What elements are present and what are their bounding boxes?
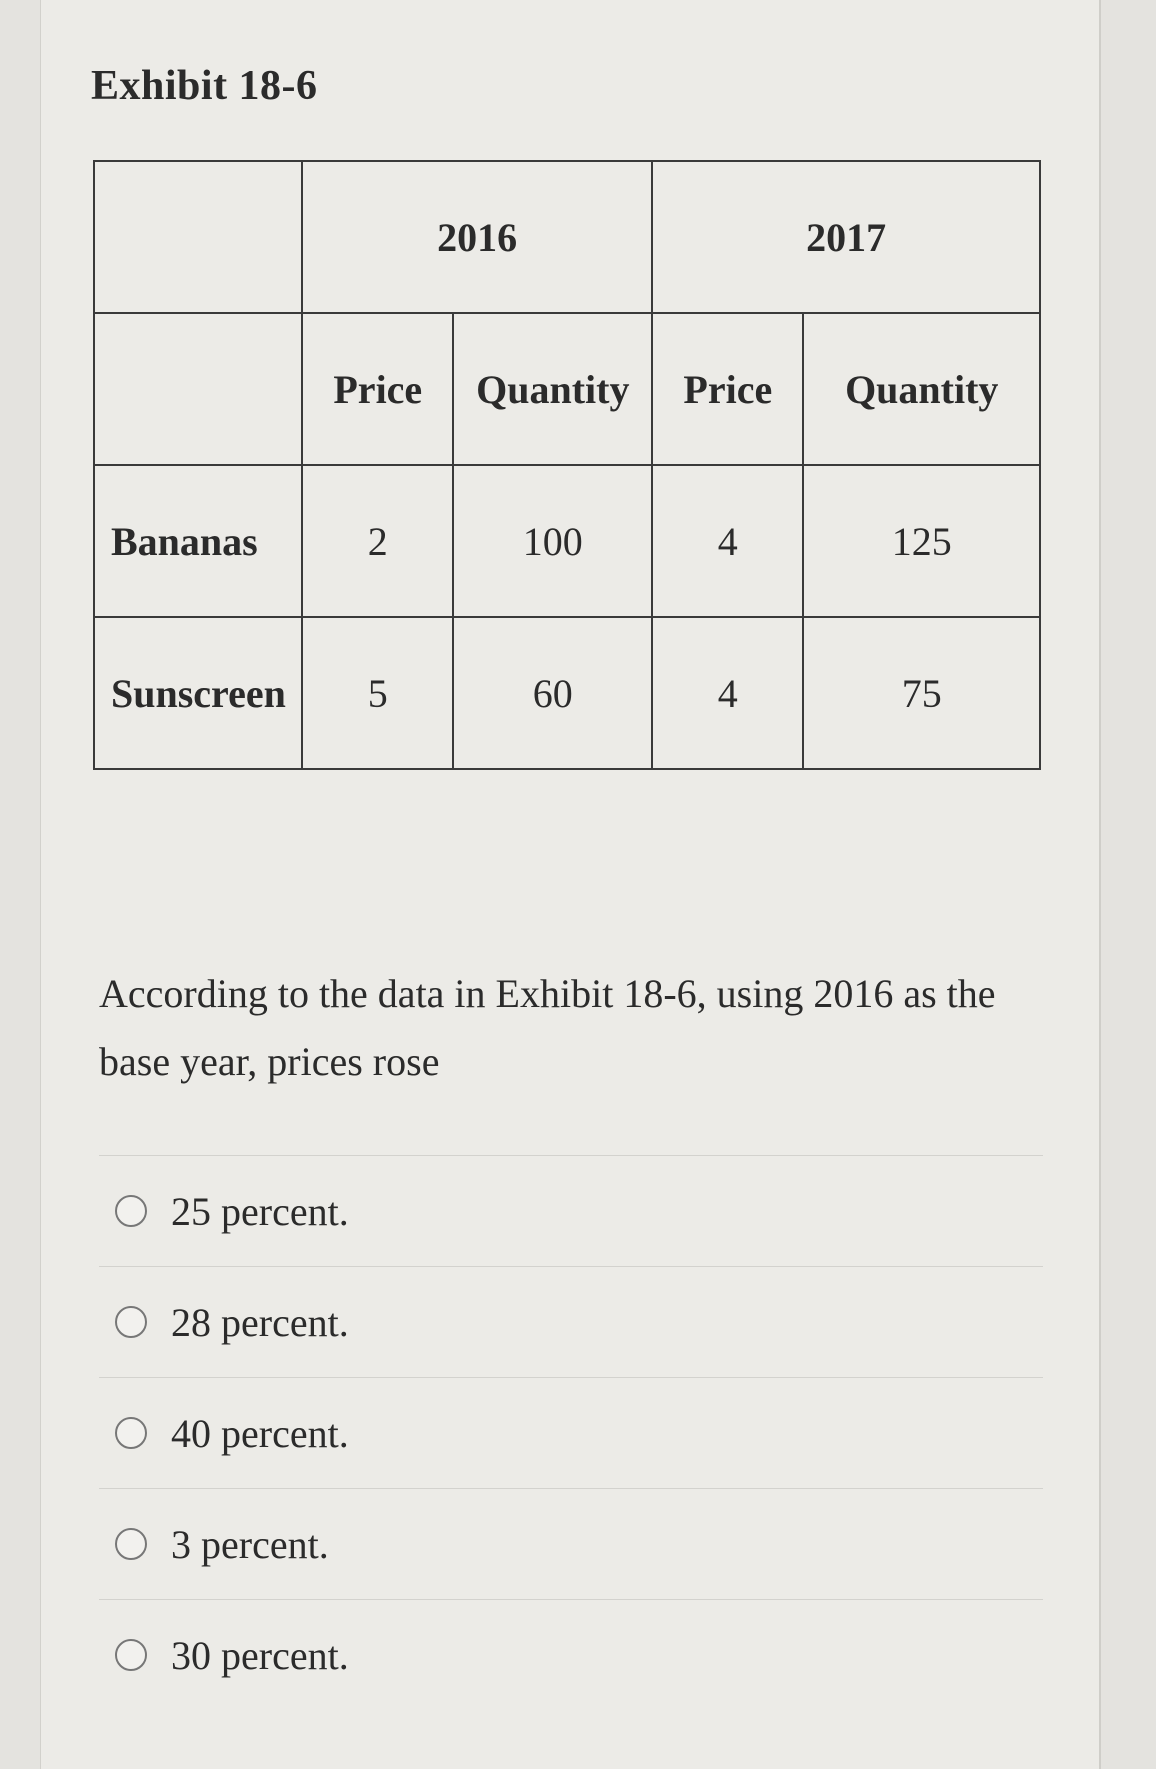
table-cell: 4: [652, 465, 803, 617]
empty-row-label-cell: [94, 313, 302, 465]
answer-option[interactable]: [99, 1266, 1043, 1377]
table-cell: 100: [453, 465, 652, 617]
answer-option[interactable]: [99, 1488, 1043, 1599]
radio-button-icon[interactable]: [115, 1195, 147, 1227]
exhibit-table: [93, 160, 1041, 770]
answer-option[interactable]: [99, 1377, 1043, 1488]
year-header-2017: 2017: [652, 161, 1040, 313]
table-cell: 4: [652, 617, 803, 769]
table-cell: 125: [803, 465, 1040, 617]
answer-option-label[interactable]: 30 percent.: [171, 1632, 349, 1678]
answer-option[interactable]: [99, 1599, 1043, 1710]
radio-button-icon[interactable]: [115, 1306, 147, 1338]
answer-option-label[interactable]: 28 percent.: [171, 1299, 349, 1345]
answer-option-label[interactable]: 25 percent.: [171, 1188, 349, 1234]
table-row-bananas: [94, 465, 1040, 617]
col-header-quantity-2016: Quantity: [453, 313, 652, 465]
empty-corner-cell: [94, 161, 302, 313]
row-label-bananas: Bananas: [94, 465, 302, 617]
col-header-price-2017: Price: [652, 313, 803, 465]
radio-button-icon[interactable]: [115, 1639, 147, 1671]
year-header-row: [94, 161, 1040, 313]
table-row-sunscreen: [94, 617, 1040, 769]
table-cell: 5: [302, 617, 453, 769]
row-label-sunscreen: Sunscreen: [94, 617, 302, 769]
answer-option-label[interactable]: 3 percent.: [171, 1521, 329, 1567]
exhibit-title: Exhibit 18-6: [91, 63, 318, 109]
answer-options: [99, 1155, 1043, 1710]
radio-button-icon[interactable]: [115, 1417, 147, 1449]
table-cell: 60: [453, 617, 652, 769]
answer-option-label[interactable]: 40 percent.: [171, 1410, 349, 1456]
radio-button-icon[interactable]: [115, 1528, 147, 1560]
year-header-2016: 2016: [302, 161, 652, 313]
table-cell: 2: [302, 465, 453, 617]
column-header-row: [94, 313, 1040, 465]
answer-option[interactable]: [99, 1155, 1043, 1266]
col-header-price-2016: Price: [302, 313, 453, 465]
table-cell: 75: [803, 617, 1040, 769]
question-text: According to the data in Exhibit 18-6, using 2016 as the base year, prices rose: [99, 971, 996, 1084]
question-page: [40, 0, 1101, 1769]
col-header-quantity-2017: Quantity: [803, 313, 1040, 465]
